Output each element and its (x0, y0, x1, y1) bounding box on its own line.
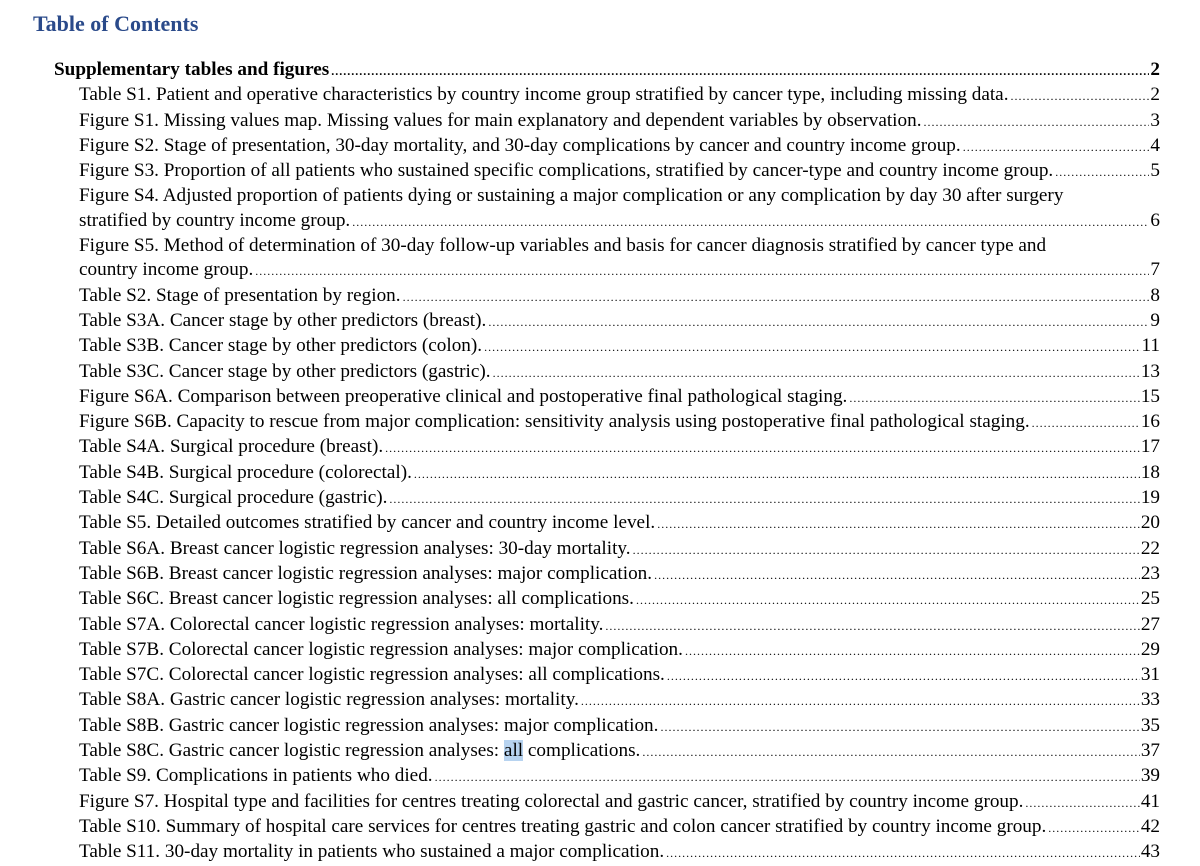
toc-page-number: 33 (1140, 689, 1160, 711)
dot-leader (385, 436, 1140, 460)
toc-page-number: 42 (1140, 815, 1160, 837)
dot-leader (654, 563, 1140, 587)
dot-leader (667, 664, 1140, 688)
toc-entry[interactable] (0, 435, 1160, 460)
toc-entry[interactable] (0, 309, 1160, 334)
toc-page-number: 2 (1150, 59, 1160, 80)
toc-page-number: 27 (1140, 613, 1160, 635)
toc-page-number: 17 (1140, 436, 1160, 458)
selected-text-highlight: all (503, 740, 524, 762)
toc-entry[interactable] (0, 410, 1160, 435)
toc-entry-text: Table S7B. Colorectal cancer logistic regression analyses: major complication. (79, 638, 683, 660)
toc-page-number: 3 (1150, 109, 1160, 131)
toc-entry-text-after: complications. (523, 740, 641, 762)
toc-page-number: 29 (1140, 638, 1160, 660)
dot-leader (849, 386, 1139, 410)
dot-leader (636, 588, 1140, 612)
dot-leader (331, 59, 1149, 83)
toc-entry-text: Table S4B. Surgical procedure (colorectal). (79, 461, 412, 483)
toc-page-number: 6 (1150, 209, 1160, 231)
toc-entry-text: Table S1. Patient and operative characteristics by country income group stratified by cancer type, including missing data. (79, 84, 1009, 106)
dot-leader (484, 335, 1140, 359)
dot-leader (488, 310, 1149, 334)
toc-entry-text: Table S3C. Cancer stage by other predictors (gastric). (79, 360, 491, 382)
toc-list (0, 58, 1200, 866)
toc-page-number: 39 (1140, 765, 1160, 787)
dot-leader (389, 487, 1139, 511)
dot-leader (352, 210, 1149, 234)
toc-entry[interactable] (0, 360, 1160, 385)
dot-leader (605, 614, 1139, 638)
toc-page-number: 15 (1140, 385, 1160, 407)
toc-entry[interactable] (0, 134, 1160, 159)
toc-entry-text: Figure S1. Missing values map. Missing values for main explanatory and dependent variables by observation. (79, 109, 922, 131)
toc-entry[interactable] (0, 284, 1160, 309)
dot-leader (435, 765, 1140, 789)
toc-entry[interactable] (0, 790, 1160, 815)
dot-leader (581, 689, 1140, 713)
dot-leader (1055, 160, 1149, 184)
toc-entry[interactable] (0, 159, 1160, 184)
toc-page-number: 41 (1140, 790, 1160, 812)
dot-leader (660, 715, 1139, 739)
toc-entry-text: Table S10. Summary of hospital care services for centres treating gastric and colon cancer stratified by country income group. (79, 815, 1047, 837)
dot-leader (255, 259, 1149, 283)
toc-entry-text: country income group. (79, 259, 254, 281)
toc-entry[interactable] (0, 815, 1160, 840)
toc-page-number: 22 (1140, 537, 1160, 559)
toc-entry-text: Table S8B. Gastric cancer logistic regression analyses: major complication. (79, 714, 659, 736)
toc-entry[interactable] (0, 537, 1160, 562)
toc-page-number: 13 (1140, 360, 1160, 382)
toc-page-number: 20 (1140, 512, 1160, 534)
toc-entry-text (79, 739, 640, 763)
toc-entry-text: Table S4A. Surgical procedure (breast). (79, 436, 384, 458)
toc-entry-text: Figure S7. Hospital type and facilities for centres treating colorectal and gastric cancer, stratified by country income group. (79, 790, 1024, 812)
toc-entry-text: Figure S6A. Comparison between preoperative clinical and postoperative final pathological staging. (79, 385, 848, 407)
toc-entry[interactable] (0, 184, 1160, 234)
toc-section-label: Supplementary tables and figures (54, 59, 330, 80)
dot-leader (642, 740, 1139, 764)
toc-entry-text: Table S7A. Colorectal cancer logistic regression analyses: mortality. (79, 613, 604, 635)
toc-entry[interactable] (0, 613, 1160, 638)
toc-entry[interactable] (0, 385, 1160, 410)
toc-page-number: 25 (1140, 588, 1160, 610)
toc-page-number: 35 (1140, 714, 1160, 736)
toc-entry[interactable] (0, 234, 1160, 284)
toc-entry-text: Table S3A. Cancer stage by other predictors (breast). (79, 309, 487, 331)
toc-page-number: 7 (1150, 259, 1160, 281)
toc-entry[interactable] (0, 334, 1160, 359)
toc-entry-text-line1: Figure S5. Method of determination of 30-day follow-up variables and basis for cancer diagnosis stratified by cancer type and (79, 235, 1047, 257)
dot-leader (493, 361, 1140, 385)
toc-entry[interactable] (0, 663, 1160, 688)
toc-entry[interactable] (0, 486, 1160, 511)
toc-entry-text: Table S7C. Colorectal cancer logistic regression analyses: all complications. (79, 664, 665, 686)
toc-page-number: 37 (1140, 740, 1160, 762)
toc-page-number: 11 (1141, 335, 1160, 357)
toc-page-number: 23 (1140, 562, 1160, 584)
toc-entry-text-line1: Figure S4. Adjusted proportion of patients dying or sustaining a major complication or any complication by day 30 after surgery (79, 185, 1064, 207)
toc-entry-text: Table S8A. Gastric cancer logistic regression analyses: mortality. (79, 689, 579, 711)
dot-leader (924, 110, 1150, 134)
toc-entry[interactable] (0, 587, 1160, 612)
dot-leader (403, 285, 1150, 309)
dot-leader (685, 639, 1140, 663)
toc-section-supplementary[interactable] (0, 58, 1160, 83)
toc-entry[interactable] (0, 739, 1160, 764)
toc-entry[interactable] (0, 688, 1160, 713)
toc-entry-text: Table S2. Stage of presentation by region. (79, 284, 401, 306)
toc-entry[interactable] (0, 714, 1160, 739)
dot-leader (963, 135, 1150, 159)
toc-entry-text: Table S3B. Cancer stage by other predictors (colon). (79, 335, 483, 357)
toc-entry-text: Table S6B. Breast cancer logistic regression analyses: major complication. (79, 562, 653, 584)
toc-entry-text: Table S4C. Surgical procedure (gastric). (79, 487, 388, 509)
toc-entry-text: Figure S3. Proportion of all patients who sustained specific complications, stratified by cancer-type and country income group. (79, 160, 1054, 182)
toc-entry[interactable] (0, 83, 1160, 108)
dot-leader (1011, 84, 1150, 108)
toc-page-number: 43 (1140, 841, 1160, 863)
toc-page-number: 18 (1140, 461, 1160, 483)
toc-entry-text: Table S11. 30-day mortality in patients who sustained a major complication. (79, 841, 665, 863)
toc-page-number: 9 (1150, 309, 1160, 331)
toc-entry[interactable] (0, 109, 1160, 134)
toc-entry-text: Table S6C. Breast cancer logistic regression analyses: all complications. (79, 588, 634, 610)
toc-entry-text: Table S6A. Breast cancer logistic regression analyses: 30-day mortality. (79, 537, 631, 559)
dot-leader (1025, 791, 1139, 815)
toc-entry[interactable] (0, 638, 1160, 663)
dot-leader (666, 841, 1140, 865)
toc-entry[interactable] (0, 511, 1160, 536)
toc-page-number: 19 (1140, 487, 1160, 509)
toc-entry-text: Table S5. Detailed outcomes stratified by cancer and country income level. (79, 512, 656, 534)
dot-leader (1032, 411, 1140, 435)
toc-entry-text: Figure S2. Stage of presentation, 30-day mortality, and 30-day complications by cancer and country income group. (79, 134, 961, 156)
toc-entry[interactable] (0, 562, 1160, 587)
toc-entry-text: stratified by country income group. (79, 209, 351, 231)
toc-page-number: 16 (1140, 411, 1160, 433)
toc-page-number: 2 (1150, 84, 1160, 106)
toc-page-number: 5 (1150, 160, 1160, 182)
dot-leader (414, 462, 1140, 486)
toc-entry[interactable] (0, 764, 1160, 789)
dot-leader (1048, 816, 1140, 840)
toc-entry-text: Table S9. Complications in patients who died. (79, 765, 433, 787)
toc-entry[interactable] (0, 840, 1160, 865)
toc-entry-text-before: Table S8C. Gastric cancer logistic regression analyses: (79, 740, 504, 762)
toc-page-number: 31 (1140, 664, 1160, 686)
dot-leader (633, 538, 1140, 562)
toc-title: Table of Contents (33, 11, 199, 36)
toc-page-number: 4 (1150, 134, 1160, 156)
toc-page-number: 8 (1150, 284, 1160, 306)
toc-entry[interactable] (0, 461, 1160, 486)
dot-leader (657, 512, 1140, 536)
toc-entry-text: Figure S6B. Capacity to rescue from major complication: sensitivity analysis using postoperative final pathological staging. (79, 411, 1030, 433)
